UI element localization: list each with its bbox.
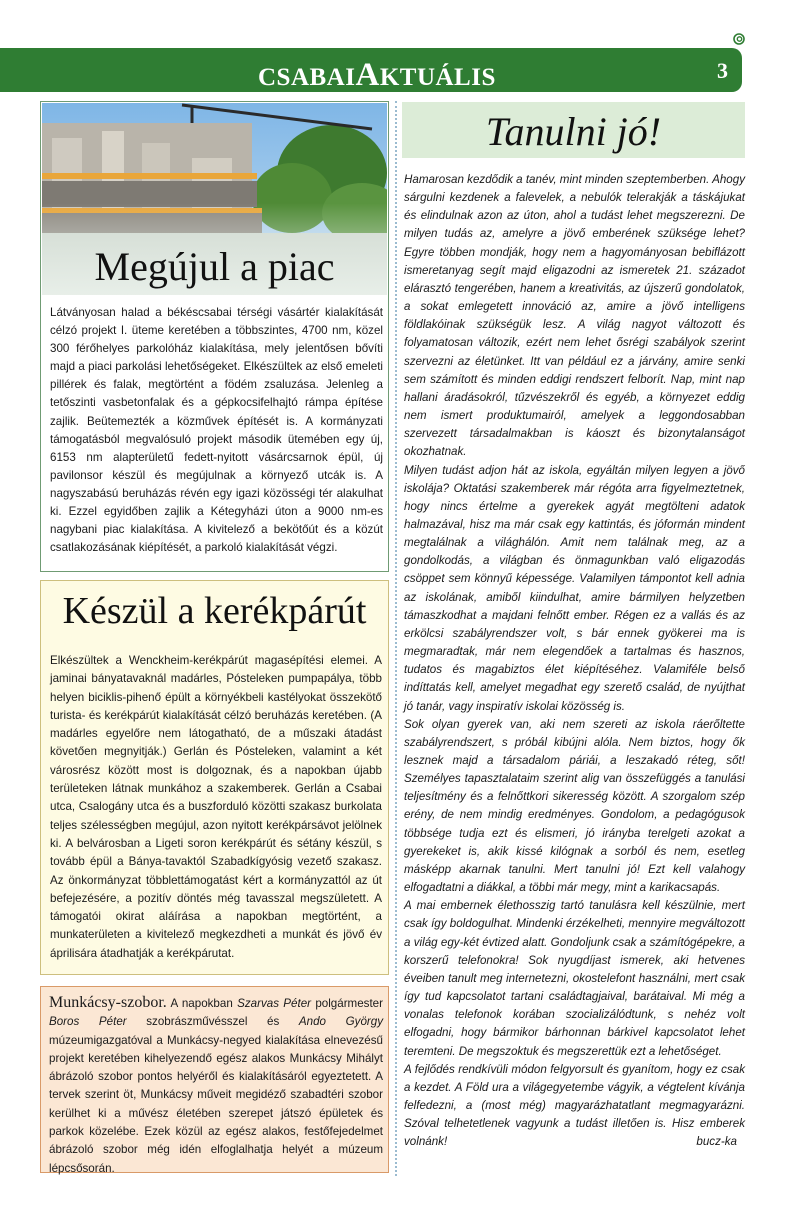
paragraph-last: A fejlődés rendkívüli módon felgyorsult és gyanítom, hogy ez csak a kezdet. A Föld ura a világegyetembe vágyik, a végtelent kívánja felfedezni, a (most még) magyarázhatatlant megmagyarázni. Szóval telhetetlenek vagyunk a tudást illetően is. Hisz emberek volnánk! bucz-ka bbox=[404, 1061, 745, 1152]
article-lead: Munkácsy-szobor. bbox=[49, 994, 167, 1011]
article-munkacsy-szobor bbox=[40, 986, 389, 1173]
publication-title: CSABAIAKTUÁLIS bbox=[258, 57, 496, 93]
paragraph: A mai embernek élethosszig tartó tanulásra kell készülnie, mert csak így boldogulhat. Mindenki érzékelheti, mennyire megváltozott a világ egy-két évtized alatt. Gondoljunk csak a számítógépekre, a korszerű telefonokra! Sok nyugdíjast ismerek, aki hetvenes éveiben tanult meg internetezni, okostelefont használni, mert csak így tud kapcsolatot tartani családtagjaival, barátaival. Mi még a vonalas telefonok korában szocializálódtunk, s nehéz volt elfogadni, hogy bármikor bárhonnan bárkivel kapcsolatot lehet teremteni. De megszoktuk és megszerettük ezt a lehetőséget. bbox=[404, 899, 745, 1058]
article-tanulni-body bbox=[404, 171, 745, 1151]
article-title: Megújul a piac bbox=[94, 244, 335, 289]
column-divider bbox=[395, 101, 397, 1176]
swirl-logo-icon bbox=[733, 33, 745, 45]
construction-photo bbox=[42, 103, 387, 295]
article-body: Elkészültek a Wenckheim-kerékpárút magasépítési elemei. A jaminai bányatavaknál madárles, Pósteleken pumpapálya, több helyen biciklis-pihenő épült a környékbeli kastélyokat összekötő turista- és kerékpárút kialakítását célzó beruházás keretében. (A madárles egyelőre nem látogatható, de a műszaki átadást követően megnyitják.) Gerlán és Pósteleken, valamint a két városrész között most is dolgoznak, és a napokban újabb területeken látnak munkához a szakemberek. Gerlán a Csabai utca, Csalogány utca és a buszforduló közötti szakasz burkolata teljes szélességben megújul, azon nyitott kerékpársávot jelölnek ki. A belvárosban a Ligeti soron kerékpárút és sétány készül, s tovább épül a Bánya-tavaktól Szabadkígyósig vezető szakasz. Az önkormányzat többlettámogatást kért a kormányzattól az út befejezésére, a pozitív döntés még tavasszal megszületett. A támogatói okirat aláírása a napokban megtörtént, a munkaterületen a kivitelező megkezdheti a munkát és jövő év áprilisára átadhatják a kerékpárutat. bbox=[50, 654, 382, 960]
article-kerekparut bbox=[40, 580, 389, 975]
person-name: Szarvas Péter bbox=[237, 997, 312, 1010]
article-body: Munkácsy-szobor. A napokban Szarvas Péter polgármester Boros Péter szobrászművésszel és Ando György múzeumigazgatóval a Munkácsy-negyed kialakítása elnevezésű projekt keretében kihelyezendő egész alakos Munkácsy Mihályt ábrázoló szobor pontos helyéről és kialakításáról egyeztetett. A tervek szerint öt, Munkácsy műveit megidéző szabadtéri szobor kerülhet ki a művész életében szerepet játszó épületek és parkok közelébe. Ezek közül az egész alakos, festőfejedelmet ábrázoló szobor még idén elfoglalhatja helyét a múzeum lépcsősorán. bbox=[49, 994, 383, 1175]
paragraph: Hamarosan kezdődik a tanév, mint minden szeptemberben. Ahogy sárgulni kezdenek a falevelek, a nebulók telerakják a táskájukat és elindulnak azon az úton, ahol a tudást lehet megszerezni. De milyen tudás az, amelyre a jövő emberének szüksége lehet? Egyre többen mondják, hogy nem a hagyományosan bebiflázott ismeretanyag segít majd eligazodni az ismeretek 21. századot elárasztó tengerében, hanem a kreativitás, az újszerű gondolatok, a sokat emlegetett innováció az, amire a jövő intelligens földlakóinak szükségük lesz. A világ nagyot változott és folyamatosan változik, ezért nem lehet ősrégi szabályok szerint szervezni az életünket. Itt van például ez a járvány, amire senki sem számított és minden eddigi rendszert felborít. Nap, mint nap hallani áradásokról, tűzvészekről és egyéb, a környezet eddig nem ismert produktumairól, amelyek a leggondosabban szervezett társadalmakban is káoszt és bizonytalanságot okozhatnak. bbox=[404, 173, 745, 459]
article-title: Készül a kerékpárút bbox=[62, 590, 367, 632]
tanulni-header bbox=[402, 102, 745, 158]
page-number: 3 bbox=[717, 58, 728, 83]
person-name: Ando György bbox=[298, 1015, 383, 1029]
article-piac bbox=[40, 101, 389, 572]
signature: bucz-ka bbox=[696, 1135, 737, 1149]
person-name: Boros Péter bbox=[49, 1015, 127, 1029]
paragraph: Milyen tudást adjon hát az iskola, egyáltán milyen legyen a jövő iskolája? Oktatási szakemberek már régóta arra figyelmeztetnek, hogy nincs értelme a gyerekek agyát megtölteni adatok halmazával, hisz ma már csak egy kattintás, és jóformán mindent megtalálnak a világhálón. Amit nem találnak meg, az a gondolkodás, a világban és önmagunkban való eligazodás csöppet sem könnyű képessége. Valamilyen támpontot kell adnia az iskolának, amiből kiindulhat, amire bármilyen helyzetben támaszkodhat a majdani felnőtt ember. Régen ez a vallás és az erkölcsi szabályrendszer volt, s bár ennek gyökerei ma is megmaradtak, már nem elegendőek a tartalmas és hasznos, tudatos és magabiztos élet kiépítéséhez. Valamiféle belső indíttatás kell, amelyet megadhat egy szerető család, de nyújthat jó tanár, vagy inspiratív iskolai közösség is. bbox=[404, 463, 745, 713]
masthead bbox=[0, 48, 742, 92]
paragraph: Sok olyan gyerek van, aki nem szereti az iskola ráerőltette szabályrendszert, s próbál kibújni alóla. Nem biztos, hogy ők lesznek majd a társadalom páriái, a leszakadó réteg, sőt! Személyes tapasztalataim szerint alig van összefüggés a tanulási teljesítmény és a felnőttkori sikeresség között. A szorgalom szép erény, de nem mindig eredményes. Gondolom, a pedagógusok többsége tudja ezt és elismeri, jó irányba terelgeti azokat a gyerekeket is, akik kissé kilógnak a sorból és nem, esetleg másképp akarnak tanulni. Mert tanulni jó! Ezt kell valahogy elfogadtatni a diákkal, a többi már megy, mint a karikacsapás. bbox=[404, 717, 745, 895]
article-title: Tanulni jó! bbox=[485, 109, 662, 154]
article-body: Látványosan halad a békéscsabai térségi vásártér kialakítását célzó projekt I. üteme keretében a többszintes, 4700 nm, közel 300 férőhelyes parkolóház kialakítása, mely jelentősen bővíti majd a piaci parkolási lehetőségeket. Elkészültek az első emeleti pillérek és falak, megtörtént a födém zsaluzása. Jelenleg a tetőszinti vasbetonfalak és a gépkocsifelhajtó rámpa építése zajlik. Beütemezték a közművek építését is. A kormányzati támogatásból megvalósuló projekt második ütemében egy új, 6153 nm alapterületű fedett-nyitott vásárcsarnok épül, új pavilonsor készül és megújulnak a környező utcák is. A nagyszabású beruházás révén egy igazi közösségi tér alakulhat ki. Ezzel egyidőben zajlik a Kétegyházi úton a 9000 nm-es nagybani piac kialakítása. A kivitelező a bekötőút és a közút csatlakozásának kiépítését, a parkoló kialakítását végzi. bbox=[50, 306, 383, 555]
